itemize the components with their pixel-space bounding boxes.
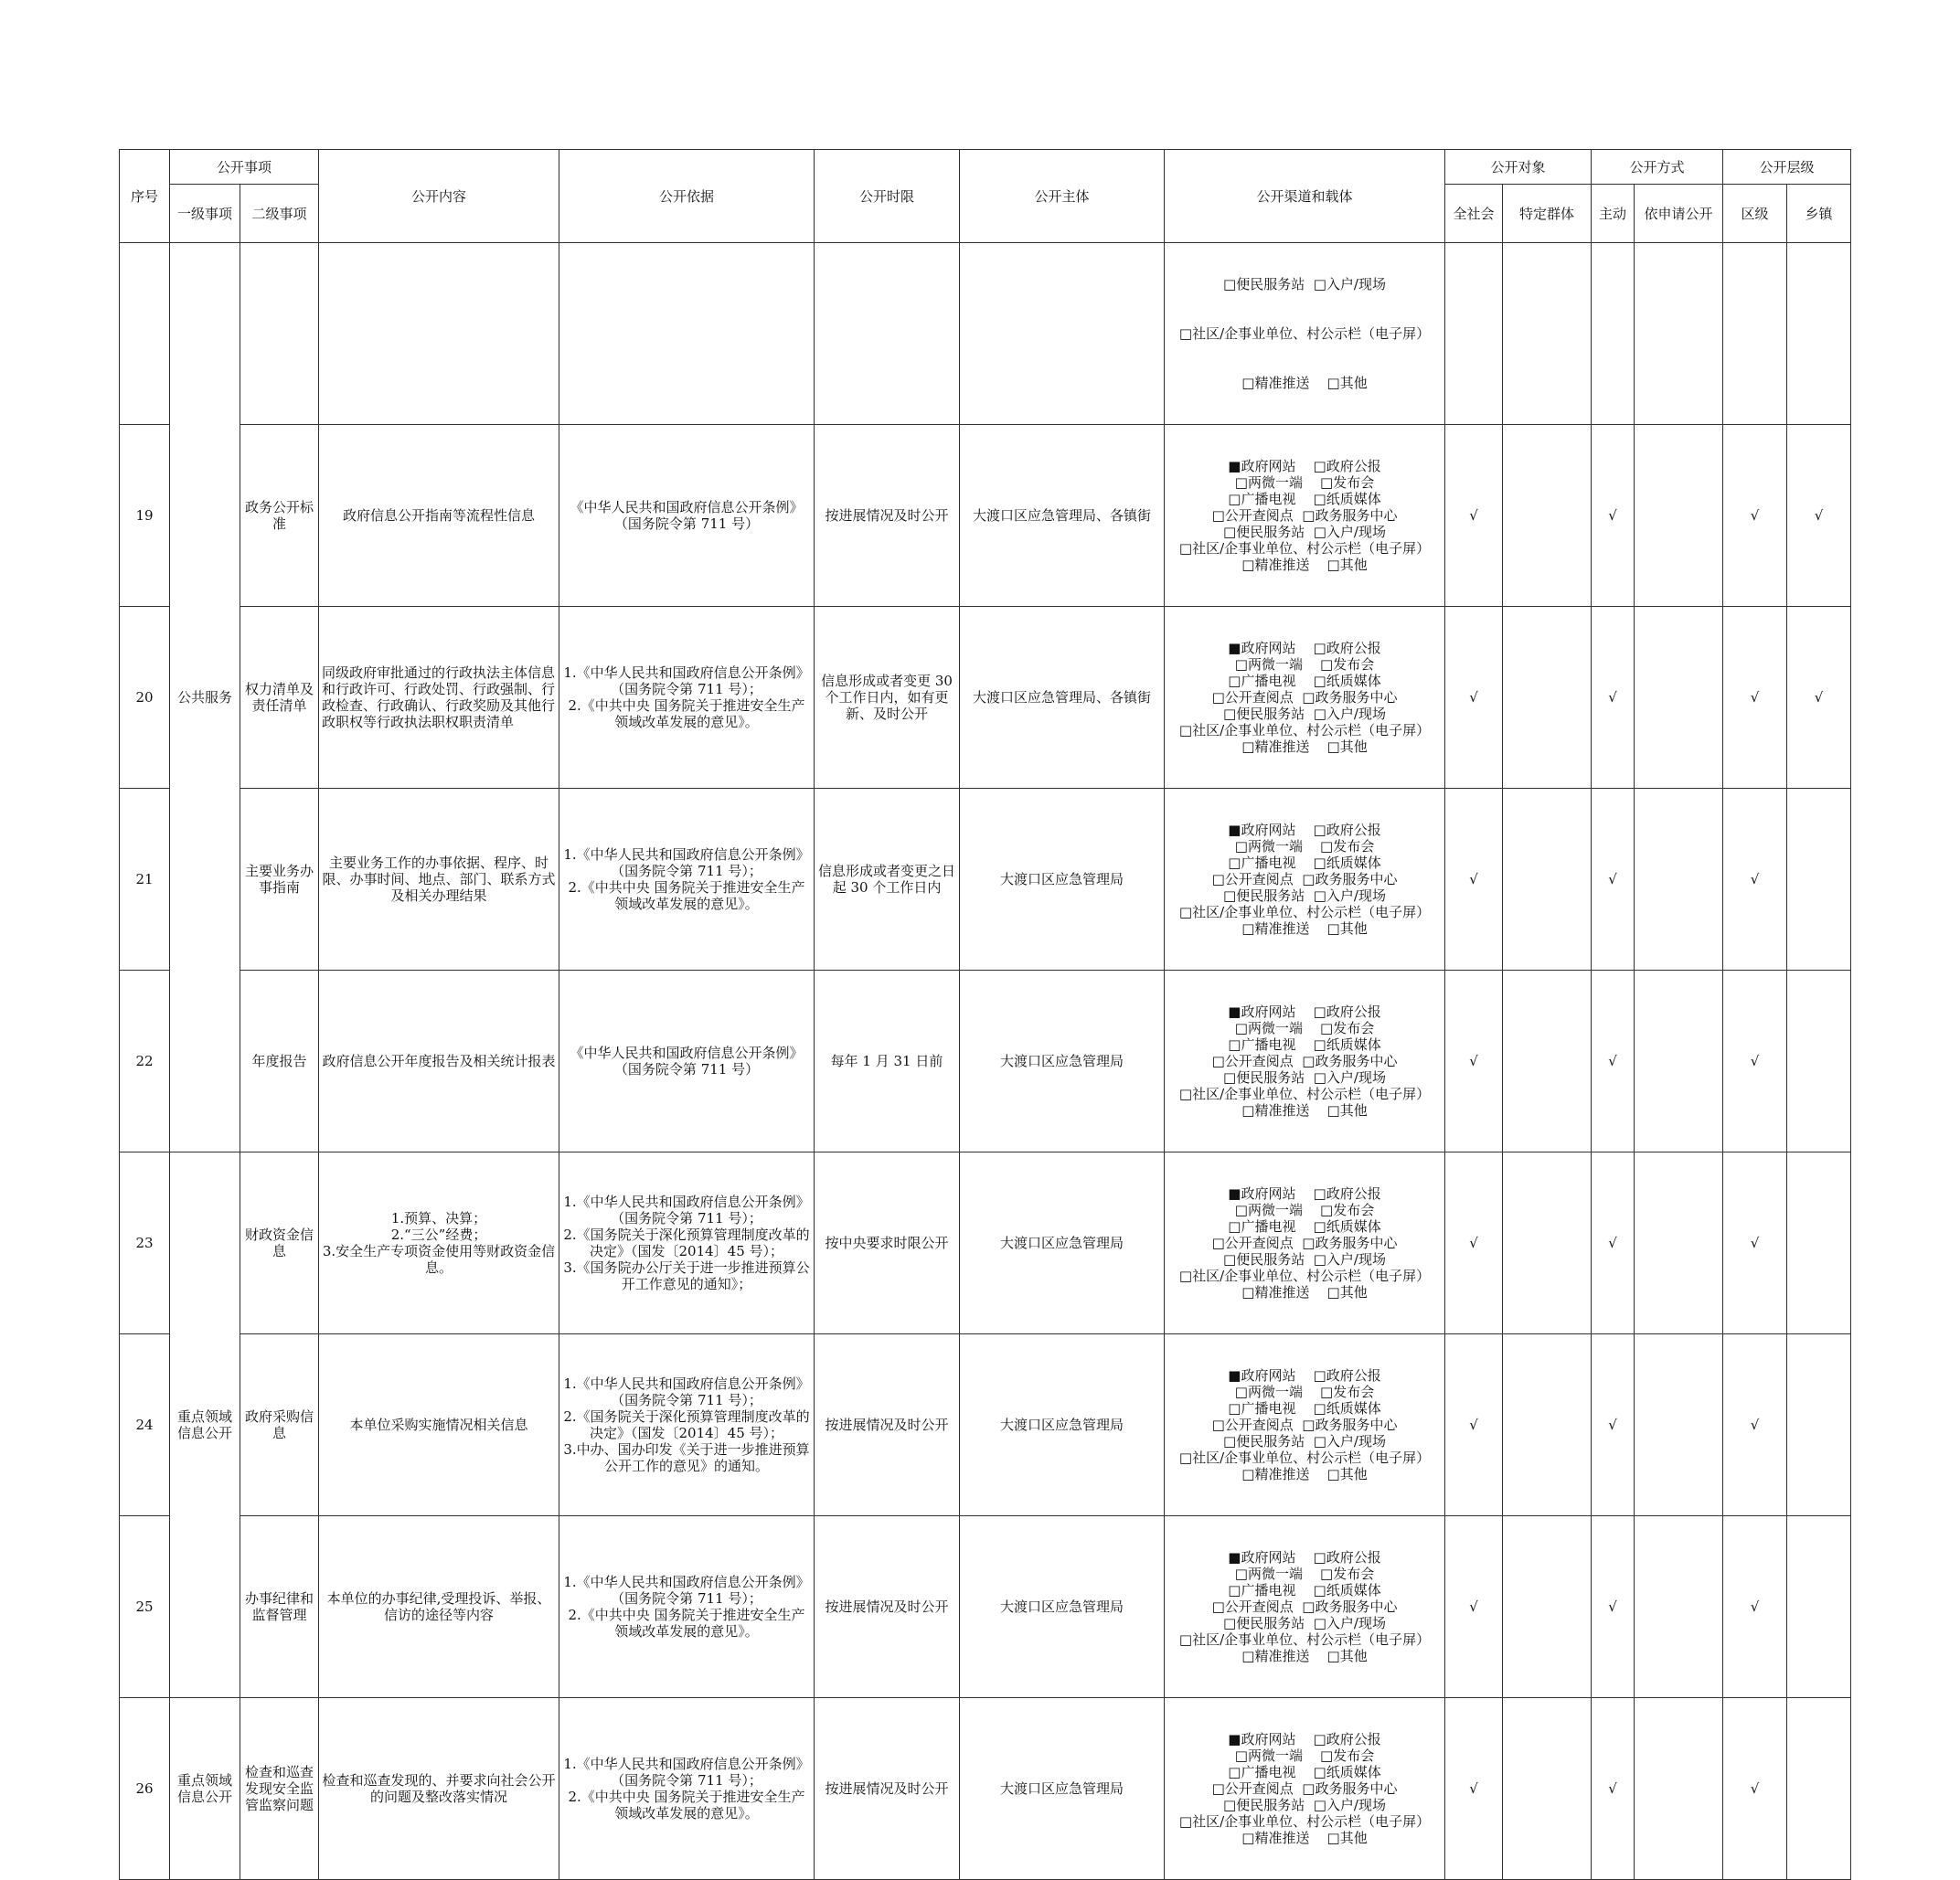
table-row [120,607,1851,789]
header-tier: 公开层级 [1723,150,1851,185]
header-level2: 二级事项 [240,185,319,243]
header-level1: 一级事项 [170,185,240,243]
basis-cell: 《中华人民共和国政府信息公开条例》（国务院令第 711 号） [559,425,815,607]
table-row [120,1516,1851,1698]
content-cell: 本单位采购实施情况相关信息 [319,1334,559,1516]
subject-cell: 大渡口区应急管理局 [960,1698,1165,1880]
check-mark: √ [1445,425,1503,607]
level2-cell: 政务公开标准 [240,425,319,607]
header-target: 公开对象 [1445,150,1592,185]
seq-cell: 22 [120,971,170,1152]
check-mark: √ [1445,971,1503,1152]
check-mark: √ [1723,789,1787,971]
subject-cell: 大渡口区应急管理局、各镇街 [960,425,1165,607]
channels-cell: ■政府网站 □政府公报 □两微一端 □发布会 □广播电视 □纸质媒体 □公开查阅点 □政务服务中心 □便民服务站 □入户/现场 □社区/企事业单位、村公示栏（电子屏） □精准推送 □其他 [1165,1334,1445,1516]
check-mark: √ [1592,971,1635,1152]
group-public-service: 公共服务 [170,243,240,1152]
subject-cell: 大渡口区应急管理局 [960,1152,1165,1334]
level2-cell: 政府采购信息 [240,1334,319,1516]
content-cell: 同级政府审批通过的行政执法主体信息和行政许可、行政处罚、行政强制、行政检查、行政确认、行政奖励及其他行政职权等行政执法职权职责清单 [319,607,559,789]
table-row [120,789,1851,971]
check-mark: √ [1592,1334,1635,1516]
group-key-area-2: 重点领域信息公开 [170,1698,240,1880]
channels-cell: ■政府网站 □政府公报 □两微一端 □发布会 □广播电视 □纸质媒体 □公开查阅点 □政务服务中心 □便民服务站 □入户/现场 □社区/企事业单位、村公示栏（电子屏） □精准推送 □其他 [1165,607,1445,789]
check-mark: √ [1723,1516,1787,1698]
check-mark: √ [1723,1152,1787,1334]
table-row [120,1698,1851,1880]
channels-cell: ■政府网站 □政府公报 □两微一端 □发布会 □广播电视 □纸质媒体 □公开查阅点 □政务服务中心 □便民服务站 □入户/现场 □社区/企事业单位、村公示栏（电子屏） □精准推送 □其他 [1165,971,1445,1152]
disclosure-table [119,149,1851,1880]
check-mark: √ [1592,1516,1635,1698]
table-row [120,1334,1851,1516]
channels-cell: ■政府网站 □政府公报 □两微一端 □发布会 □广播电视 □纸质媒体 □公开查阅点 □政务服务中心 □便民服务站 □入户/现场 □社区/企事业单位、村公示栏（电子屏） □精准推送 □其他 [1165,789,1445,971]
subject-cell: 大渡口区应急管理局 [960,1516,1165,1698]
seq-cell: 20 [120,607,170,789]
content-cell: 检查和巡查发现的、并要求向社会公开的问题及整改落实情况 [319,1698,559,1880]
timelimit-cell: 按进展情况及时公开 [815,1516,960,1698]
timelimit-cell: 按中央要求时限公开 [815,1152,960,1334]
header-basis: 公开依据 [559,150,815,243]
check-mark: √ [1445,789,1503,971]
content-cell: 主要业务工作的办事依据、程序、时限、办事时间、地点、部门、联系方式及相关办理结果 [319,789,559,971]
content-cell: 1.预算、决算； 2.“三公”经费； 3.安全生产专项资金使用等财政资金信息。 [319,1152,559,1334]
check-mark: √ [1787,607,1851,789]
level2-cell: 财政资金信息 [240,1152,319,1334]
header-items: 公开事项 [170,150,319,185]
header-tier-district: 区级 [1723,185,1787,243]
basis-cell: 1.《中华人民共和国政府信息公开条例》（国务院令第 711 号）； 2.《国务院关于深化预算管理制度改革的决定》（国发〔2014〕45 号）； 3.中办、国办印发《关于进一步推进预算公开工作的意见》的通知。 [559,1334,815,1516]
channels-cell: ■政府网站 □政府公报 □两微一端 □发布会 □广播电视 □纸质媒体 □公开查阅点 □政务服务中心 □便民服务站 □入户/现场 □社区/企事业单位、村公示栏（电子屏） □精准推送 □其他 [1165,1152,1445,1334]
seq-cell: 25 [120,1516,170,1698]
level2-cell: 权力清单及责任清单 [240,607,319,789]
seq-cell: 21 [120,789,170,971]
check-mark: √ [1723,425,1787,607]
header-target-all: 全社会 [1445,185,1503,243]
check-mark: √ [1592,1152,1635,1334]
header-method: 公开方式 [1592,150,1723,185]
header-target-group: 特定群体 [1503,185,1592,243]
check-mark: √ [1592,789,1635,971]
content-cell: 政府信息公开指南等流程性信息 [319,425,559,607]
basis-cell: 1.《中华人民共和国政府信息公开条例》（国务院令第 711 号）； 2.《中共中央 国务院关于推进安全生产领域改革发展的意见》。 [559,1516,815,1698]
basis-cell: 1.《中华人民共和国政府信息公开条例》（国务院令第 711 号）； 2.《中共中央 国务院关于推进安全生产领域改革发展的意见》。 [559,1698,815,1880]
timelimit-cell: 按进展情况及时公开 [815,1698,960,1880]
table-row [120,1152,1851,1334]
check-mark: √ [1723,1334,1787,1516]
level2-cell: 检查和巡查发现安全监管监察问题 [240,1698,319,1880]
channels-cell: ■政府网站 □政府公报 □两微一端 □发布会 □广播电视 □纸质媒体 □公开查阅点 □政务服务中心 □便民服务站 □入户/现场 □社区/企事业单位、村公示栏（电子屏） □精准推送 □其他 [1165,1516,1445,1698]
basis-cell: 1.《中华人民共和国政府信息公开条例》（国务院令第 711 号）； 2.《中共中央 国务院关于推进安全生产领域改革发展的意见》。 [559,607,815,789]
level2-cell: 主要业务办事指南 [240,789,319,971]
check-mark: √ [1592,607,1635,789]
header-subject: 公开主体 [960,150,1165,243]
subject-cell: 大渡口区应急管理局 [960,789,1165,971]
check-mark: √ [1592,425,1635,607]
timelimit-cell: 按进展情况及时公开 [815,1334,960,1516]
check-mark: √ [1592,1698,1635,1880]
check-mark: √ [1445,1516,1503,1698]
header-channels: 公开渠道和载体 [1165,150,1445,243]
check-mark: √ [1723,607,1787,789]
header-tier-town: 乡镇 [1787,185,1851,243]
table-row [120,425,1851,607]
check-mark: √ [1445,1334,1503,1516]
group-key-area: 重点领域信息公开 [170,1152,240,1698]
table-row [120,971,1851,1152]
channels-cell: □便民服务站 □入户/现场 □社区/企事业单位、村公示栏（电子屏） □精准推送 □其他 [1165,243,1445,425]
timelimit-cell: 信息形成或者变更 30 个工作日内，如有更新、及时公开 [815,607,960,789]
subject-cell: 大渡口区应急管理局 [960,1334,1165,1516]
check-mark: √ [1445,1152,1503,1334]
content-cell: 政府信息公开年度报告及相关统计报表 [319,971,559,1152]
check-mark: √ [1445,1698,1503,1880]
channels-cell: ■政府网站 □政府公报 □两微一端 □发布会 □广播电视 □纸质媒体 □公开查阅点 □政务服务中心 □便民服务站 □入户/现场 □社区/企事业单位、村公示栏（电子屏） □精准推送 □其他 [1165,1698,1445,1880]
seq-cell: 26 [120,1698,170,1880]
table-row-continued [120,243,1851,425]
header-timelimit: 公开时限 [815,150,960,243]
content-cell: 本单位的办事纪律,受理投诉、举报、信访的途径等内容 [319,1516,559,1698]
seq-cell: 23 [120,1152,170,1334]
check-mark: √ [1787,425,1851,607]
seq-cell: 24 [120,1334,170,1516]
timelimit-cell: 信息形成或者变更之日起 30 个工作日内 [815,789,960,971]
check-mark: √ [1723,1698,1787,1880]
header-method-active: 主动 [1592,185,1635,243]
check-mark: √ [1445,607,1503,789]
level2-cell: 办事纪律和监督管理 [240,1516,319,1698]
header-seq: 序号 [120,150,170,243]
basis-cell: 《中华人民共和国政府信息公开条例》（国务院令第 711 号） [559,971,815,1152]
header-row-1 [120,150,1851,185]
subject-cell: 大渡口区应急管理局 [960,971,1165,1152]
timelimit-cell: 每年 1 月 31 日前 [815,971,960,1152]
channels-cell: ■政府网站 □政府公报 □两微一端 □发布会 □广播电视 □纸质媒体 □公开查阅点 □政务服务中心 □便民服务站 □入户/现场 □社区/企事业单位、村公示栏（电子屏） □精准推送 □其他 [1165,425,1445,607]
basis-cell: 1.《中华人民共和国政府信息公开条例》（国务院令第 711 号）； 2.《国务院关于深化预算管理制度改革的决定》（国发〔2014〕45 号）； 3.《国务院办公厅关于进一步推进预算公开工作意见的通知》； [559,1152,815,1334]
subject-cell: 大渡口区应急管理局、各镇街 [960,607,1165,789]
basis-cell: 1.《中华人民共和国政府信息公开条例》（国务院令第 711 号）； 2.《中共中央 国务院关于推进安全生产领域改革发展的意见》。 [559,789,815,971]
level2-cell: 年度报告 [240,971,319,1152]
timelimit-cell: 按进展情况及时公开 [815,425,960,607]
check-mark: √ [1723,971,1787,1152]
seq-cell: 19 [120,425,170,607]
header-content: 公开内容 [319,150,559,243]
header-method-request: 依申请公开 [1635,185,1723,243]
